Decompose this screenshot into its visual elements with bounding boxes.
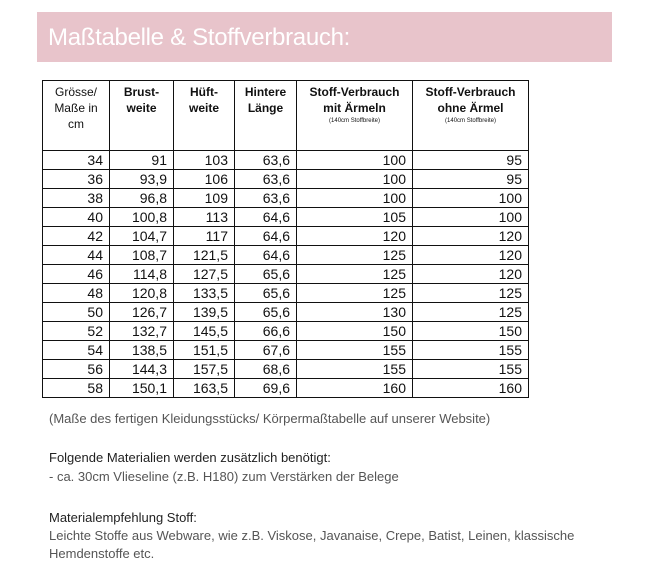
cell-fabric-with-sleeves: 125	[297, 265, 413, 284]
cell-size: 50	[43, 303, 110, 322]
header-fabric-without-sleeves	[413, 81, 529, 151]
table-row	[43, 322, 529, 341]
table-row	[43, 151, 529, 170]
cell-chest: 91	[110, 151, 174, 170]
cell-back-length: 63,6	[235, 151, 297, 170]
cell-hip: 109	[174, 189, 235, 208]
header-back-length	[235, 81, 297, 151]
table-row	[43, 284, 529, 303]
cell-size: 48	[43, 284, 110, 303]
header-line: weite	[188, 101, 219, 115]
cell-hip: 145,5	[174, 322, 235, 341]
cell-fabric-with-sleeves: 155	[297, 360, 413, 379]
cell-fabric-with-sleeves: 120	[297, 227, 413, 246]
header-line: weite	[126, 101, 157, 115]
cell-chest: 96,8	[110, 189, 174, 208]
cell-hip: 127,5	[174, 265, 235, 284]
cell-fabric-with-sleeves: 160	[297, 379, 413, 398]
cell-hip: 117	[174, 227, 235, 246]
table-row	[43, 265, 529, 284]
cell-chest: 150,1	[110, 379, 174, 398]
cell-fabric-with-sleeves: 130	[297, 303, 413, 322]
cell-hip: 133,5	[174, 284, 235, 303]
cell-size: 58	[43, 379, 110, 398]
header-line: cm	[68, 117, 84, 131]
table-row	[43, 208, 529, 227]
cell-hip: 151,5	[174, 341, 235, 360]
header-chest	[110, 81, 174, 151]
cell-back-length: 63,6	[235, 170, 297, 189]
title-banner	[37, 12, 612, 62]
table-footnote: (Maße des fertigen Kleidungsstücks/ Körpermaßtabelle auf unserer Website)	[49, 411, 491, 426]
cell-hip: 139,5	[174, 303, 235, 322]
header-line: Stoff-Verbrauch	[309, 85, 400, 99]
cell-chest: 100,8	[110, 208, 174, 227]
size-table	[42, 80, 529, 398]
table-row	[43, 360, 529, 379]
cell-chest: 138,5	[110, 341, 174, 360]
header-line: Hüft-	[190, 85, 218, 99]
cell-fabric-without-sleeves: 125	[413, 284, 529, 303]
cell-fabric-without-sleeves: 155	[413, 341, 529, 360]
header-line: Stoff-Verbrauch	[425, 85, 516, 99]
header-size	[43, 81, 110, 151]
cell-fabric-without-sleeves: 125	[413, 303, 529, 322]
cell-chest: 104,7	[110, 227, 174, 246]
header-fabric-with-sleeves	[297, 81, 413, 151]
table-row	[43, 189, 529, 208]
cell-hip: 121,5	[174, 246, 235, 265]
table-row	[43, 227, 529, 246]
cell-fabric-with-sleeves: 155	[297, 341, 413, 360]
cell-hip: 103	[174, 151, 235, 170]
cell-fabric-without-sleeves: 100	[413, 208, 529, 227]
cell-size: 38	[43, 189, 110, 208]
page-title: Maßtabelle & Stoffverbrauch:	[48, 24, 350, 51]
header-line: Länge	[247, 101, 284, 115]
header-fabric-width-note: (140cm Stoffbreite)	[329, 118, 380, 124]
header-line: mit Ärmeln	[323, 101, 386, 115]
cell-hip: 106	[174, 170, 235, 189]
cell-chest: 93,9	[110, 170, 174, 189]
header-line: Brust-	[123, 85, 160, 99]
fabric-heading: Materialempfehlung Stoff:	[49, 510, 197, 525]
header-line: Maße in	[54, 101, 98, 115]
materials-text: - ca. 30cm Vlieseline (z.B. H180) zum Verstärken der Belege	[49, 469, 399, 484]
table-header-row	[43, 81, 529, 151]
cell-size: 34	[43, 151, 110, 170]
cell-size: 42	[43, 227, 110, 246]
cell-hip: 113	[174, 208, 235, 227]
cell-back-length: 65,6	[235, 284, 297, 303]
cell-fabric-without-sleeves: 120	[413, 227, 529, 246]
cell-chest: 108,7	[110, 246, 174, 265]
cell-fabric-with-sleeves: 125	[297, 246, 413, 265]
cell-size: 44	[43, 246, 110, 265]
header-line: ohne Ärmel	[437, 101, 504, 115]
cell-chest: 114,8	[110, 265, 174, 284]
header-fabric-width-note: (140cm Stoffbreite)	[445, 118, 496, 124]
cell-size: 56	[43, 360, 110, 379]
cell-fabric-with-sleeves: 100	[297, 151, 413, 170]
cell-chest: 144,3	[110, 360, 174, 379]
cell-fabric-without-sleeves: 120	[413, 265, 529, 284]
table-row	[43, 341, 529, 360]
cell-fabric-without-sleeves: 120	[413, 246, 529, 265]
materials-heading: Folgende Materialien werden zusätzlich benötigt:	[49, 450, 331, 465]
cell-back-length: 63,6	[235, 189, 297, 208]
cell-chest: 120,8	[110, 284, 174, 303]
cell-fabric-without-sleeves: 95	[413, 151, 529, 170]
cell-back-length: 64,6	[235, 227, 297, 246]
cell-back-length: 69,6	[235, 379, 297, 398]
table-row	[43, 246, 529, 265]
cell-back-length: 68,6	[235, 360, 297, 379]
cell-hip: 157,5	[174, 360, 235, 379]
cell-size: 54	[43, 341, 110, 360]
cell-fabric-without-sleeves: 100	[413, 189, 529, 208]
cell-fabric-with-sleeves: 105	[297, 208, 413, 227]
cell-size: 52	[43, 322, 110, 341]
table-row	[43, 170, 529, 189]
cell-back-length: 64,6	[235, 208, 297, 227]
cell-fabric-without-sleeves: 150	[413, 322, 529, 341]
cell-fabric-with-sleeves: 100	[297, 189, 413, 208]
cell-chest: 126,7	[110, 303, 174, 322]
cell-fabric-with-sleeves: 100	[297, 170, 413, 189]
header-line: Grösse/	[54, 85, 97, 99]
cell-size: 36	[43, 170, 110, 189]
cell-fabric-with-sleeves: 150	[297, 322, 413, 341]
cell-fabric-without-sleeves: 95	[413, 170, 529, 189]
cell-back-length: 66,6	[235, 322, 297, 341]
cell-hip: 163,5	[174, 379, 235, 398]
cell-chest: 132,7	[110, 322, 174, 341]
cell-back-length: 64,6	[235, 246, 297, 265]
cell-back-length: 67,6	[235, 341, 297, 360]
cell-size: 40	[43, 208, 110, 227]
table-row	[43, 303, 529, 322]
header-hip	[174, 81, 235, 151]
cell-back-length: 65,6	[235, 265, 297, 284]
fabric-text: Leichte Stoffe aus Webware, wie z.B. Viskose, Javanaise, Crepe, Batist, Leinen, klassische Hemdenstoffe etc.	[49, 528, 575, 561]
table-row	[43, 379, 529, 398]
cell-fabric-with-sleeves: 125	[297, 284, 413, 303]
cell-fabric-without-sleeves: 160	[413, 379, 529, 398]
cell-back-length: 65,6	[235, 303, 297, 322]
header-line: Hintere	[244, 85, 287, 99]
cell-size: 46	[43, 265, 110, 284]
cell-fabric-without-sleeves: 155	[413, 360, 529, 379]
